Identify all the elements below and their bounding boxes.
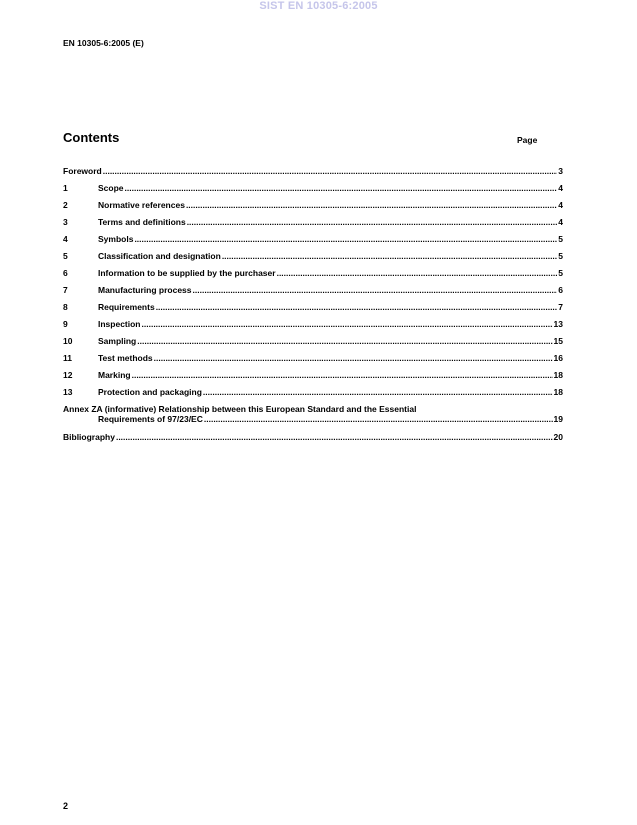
toc-number: 1 — [63, 183, 68, 193]
toc-leader-dots — [116, 432, 553, 442]
toc-entry-manufacturing-process[interactable] — [63, 285, 563, 302]
toc-number: 8 — [63, 302, 68, 312]
toc-label: Marking — [98, 370, 131, 380]
toc-entry-annex-za[interactable] — [63, 404, 563, 432]
table-of-contents — [63, 166, 563, 449]
toc-entry-symbols[interactable] — [63, 234, 563, 251]
toc-label: Terms and definitions — [98, 217, 186, 227]
watermark: SIST EN 10305-6:2005 — [259, 0, 378, 12]
toc-leader-dots — [187, 217, 558, 227]
toc-page: 4 — [558, 183, 563, 193]
toc-page: 5 — [558, 251, 563, 261]
toc-entry-bibliography[interactable] — [63, 432, 563, 449]
page-number: 2 — [63, 801, 69, 811]
toc-leader-dots — [193, 285, 558, 295]
toc-page: 4 — [558, 217, 563, 227]
toc-annex-title-continued: Requirements of 97/23/EC — [98, 414, 203, 424]
toc-page: 16 — [553, 353, 563, 363]
toc-leader-dots — [134, 234, 557, 244]
toc-number: 3 — [63, 217, 68, 227]
toc-label: Requirements — [98, 302, 155, 312]
toc-label: Symbols — [98, 234, 134, 244]
toc-label: Manufacturing process — [98, 285, 192, 295]
toc-leader-dots — [186, 200, 557, 210]
toc-leader-dots — [137, 336, 552, 346]
toc-entry-classification-and-designation[interactable] — [63, 251, 563, 268]
toc-number: 5 — [63, 251, 68, 261]
toc-entry-sampling[interactable] — [63, 336, 563, 353]
toc-number: 4 — [63, 234, 68, 244]
toc-entry-normative-references[interactable] — [63, 200, 563, 217]
toc-entry-test-methods[interactable] — [63, 353, 563, 370]
toc-leader-dots — [204, 414, 553, 424]
page-column-heading: Page — [517, 135, 538, 145]
toc-leader-dots — [203, 387, 553, 397]
toc-number: 12 — [63, 370, 73, 380]
toc-number: 13 — [63, 387, 73, 397]
toc-page: 18 — [553, 387, 563, 397]
toc-leader-dots — [277, 268, 558, 278]
toc-page: 19 — [553, 414, 563, 424]
toc-label: Scope — [98, 183, 124, 193]
toc-number: 11 — [63, 353, 72, 363]
toc-label: Bibliography — [63, 432, 115, 442]
toc-label: Classification and designation — [98, 251, 221, 261]
toc-page: 15 — [553, 336, 563, 346]
toc-entry-protection-and-packaging[interactable] — [63, 387, 563, 404]
toc-page: 20 — [553, 432, 563, 442]
toc-page: 13 — [553, 319, 563, 329]
toc-label: Sampling — [98, 336, 137, 346]
toc-entry-information-to-be-supplied[interactable] — [63, 268, 563, 285]
toc-leader-dots — [103, 166, 558, 176]
contents-title: Contents — [63, 130, 120, 145]
toc-entry-inspection[interactable] — [63, 319, 563, 336]
toc-page: 5 — [558, 268, 563, 278]
toc-label: Inspection — [98, 319, 141, 329]
toc-entry-requirements[interactable] — [63, 302, 563, 319]
toc-label: Foreword — [63, 166, 102, 176]
toc-number: 6 — [63, 268, 68, 278]
toc-leader-dots — [132, 370, 553, 380]
toc-label: Test methods — [98, 353, 153, 363]
toc-number: 7 — [63, 285, 68, 295]
document-id: EN 10305-6:2005 (E) — [63, 38, 144, 48]
toc-leader-dots — [154, 353, 553, 363]
toc-entry-scope[interactable] — [63, 183, 563, 200]
toc-number: 9 — [63, 319, 68, 329]
toc-page: 18 — [553, 370, 563, 380]
toc-leader-dots — [125, 183, 558, 193]
toc-page: 3 — [558, 166, 563, 176]
toc-entry-foreword[interactable] — [63, 166, 563, 183]
toc-label: Normative references — [98, 200, 185, 210]
toc-number: 10 — [63, 336, 73, 346]
toc-annex-title: Annex ZA (informative) Relationship between this European Standard and the Essential — [63, 404, 417, 414]
toc-page: 4 — [558, 200, 563, 210]
toc-leader-dots — [222, 251, 557, 261]
toc-page: 6 — [558, 285, 563, 295]
toc-entry-marking[interactable] — [63, 370, 563, 387]
toc-page: 7 — [558, 302, 563, 312]
toc-label: Information to be supplied by the purchaser — [98, 268, 276, 278]
toc-label: Protection and packaging — [98, 387, 202, 397]
toc-number: 2 — [63, 200, 68, 210]
toc-page: 5 — [558, 234, 563, 244]
toc-entry-terms-and-definitions[interactable] — [63, 217, 563, 234]
toc-leader-dots — [156, 302, 558, 312]
toc-leader-dots — [142, 319, 553, 329]
